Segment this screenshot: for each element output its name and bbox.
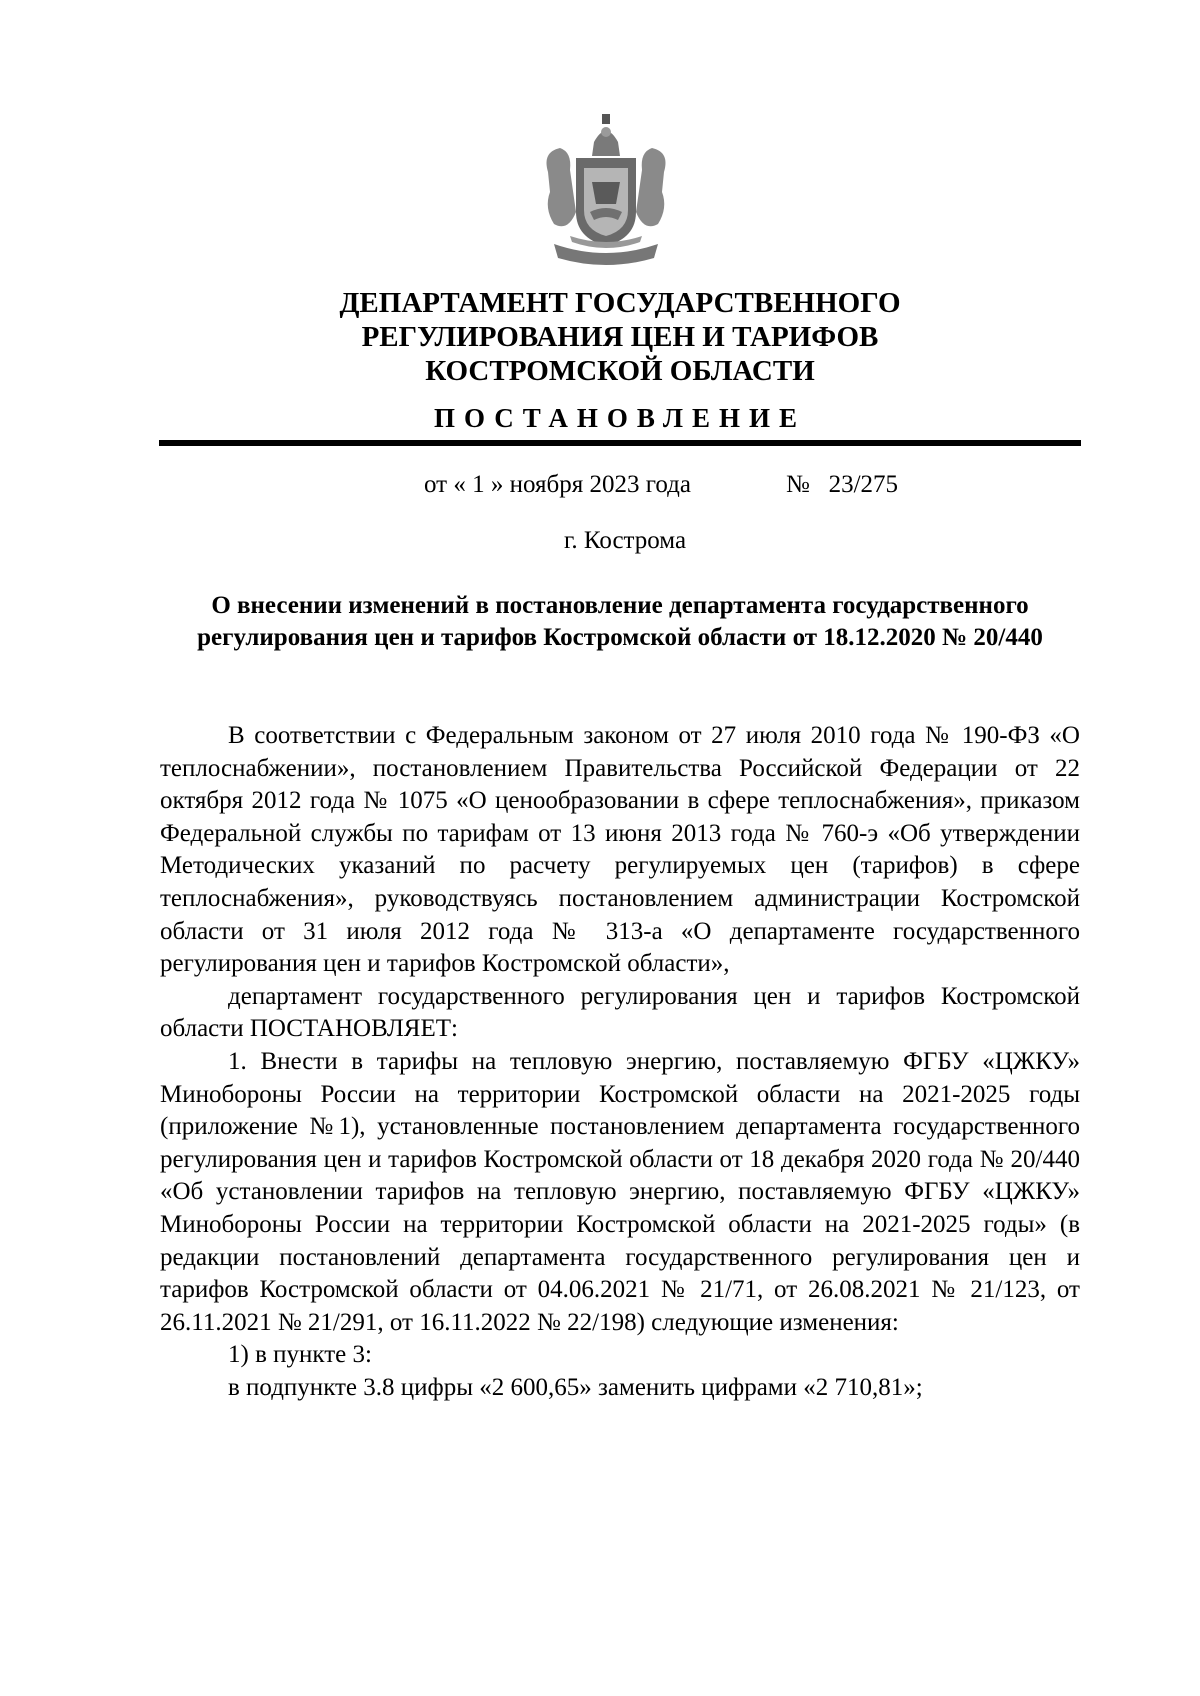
body-paragraph-resolves: департамент государственного регулирования цен и тарифов Костромской области ПОСТАНОВЛЯЕТ: xyxy=(160,982,1080,1043)
document-body xyxy=(160,720,1080,1404)
body-paragraph-item-1: 1. Внести в тарифы на тепловую энергию, поставляемую ФГБУ «ЦЖКУ» Минобороны России на территории Костромской области на 2021-2025 годы (приложение №1), установленные постановлением департамента государственного регулирования цен и тарифов Костромской области от 18 декабря 2020 года № 20/440 «Об установлении тарифов на тепловую энергию, поставляемую ФГБУ «ЦЖКУ» Минобороны России на территории Костромской области на 2021-2025 годы» (в редакции постановлений департамента государственного регулирования цен и тарифов Костромской области от 04.06.2021 № 21/71, от 26.08.2021 № 21/123, от 26.11.2021 № 21/291, от 16.11.2022 № 22/198) следующие изменения: xyxy=(160,1047,1080,1336)
body-paragraph-preamble: В соответствии с Федеральным законом от 27 июля 2010 года № 190-ФЗ «О теплоснабжении», постановлением Правительства Российской Федерации от 22 октября 2012 года № 1075 «О ценообразовании в сфере теплоснабжения», приказом Федеральной службы по тарифам от 13 июня 2013 года № 760-э «Об утверждении Методических указаний по расчету регулируемых цен (тарифов) в сфере теплоснабжения», руководствуясь постановлением администрации Костромской области от 31 июля 2012 года № 313-а «О департаменте государственного регулирования цен и тарифов Костромской области», xyxy=(160,722,1080,978)
department-name xyxy=(160,286,1080,388)
document-number: № 23/275 xyxy=(786,471,899,498)
document-type: ПОСТАНОВЛЕНИЕ xyxy=(433,403,807,433)
coat-of-arms-icon xyxy=(540,112,672,270)
subject-line-2: регулирования цен и тарифов Костромской области от 18.12.2020 № 20/440 xyxy=(197,624,1043,651)
department-line-3: КОСТРОМСКОЙ ОБЛАСТИ xyxy=(425,355,815,387)
document-subject xyxy=(160,590,1080,654)
document-date: от « 1 » ноября 2023 года xyxy=(424,471,691,498)
subject-line-1: О внесении изменений в постановление департамента государственного xyxy=(211,592,1029,619)
header-divider xyxy=(159,440,1081,446)
document-city: г. Кострома xyxy=(563,527,687,554)
department-line-2: РЕГУЛИРОВАНИЯ ЦЕН И ТАРИФОВ xyxy=(361,321,879,353)
body-paragraph-subitem: 1) в пункте 3: xyxy=(228,1341,372,1369)
department-line-1: ДЕПАРТАМЕНТ ГОСУДАРСТВЕННОГО xyxy=(339,287,901,319)
body-paragraph-change: в подпункте 3.8 цифры «2 600,65» заменить цифрами «2 710,81»; xyxy=(228,1373,923,1401)
